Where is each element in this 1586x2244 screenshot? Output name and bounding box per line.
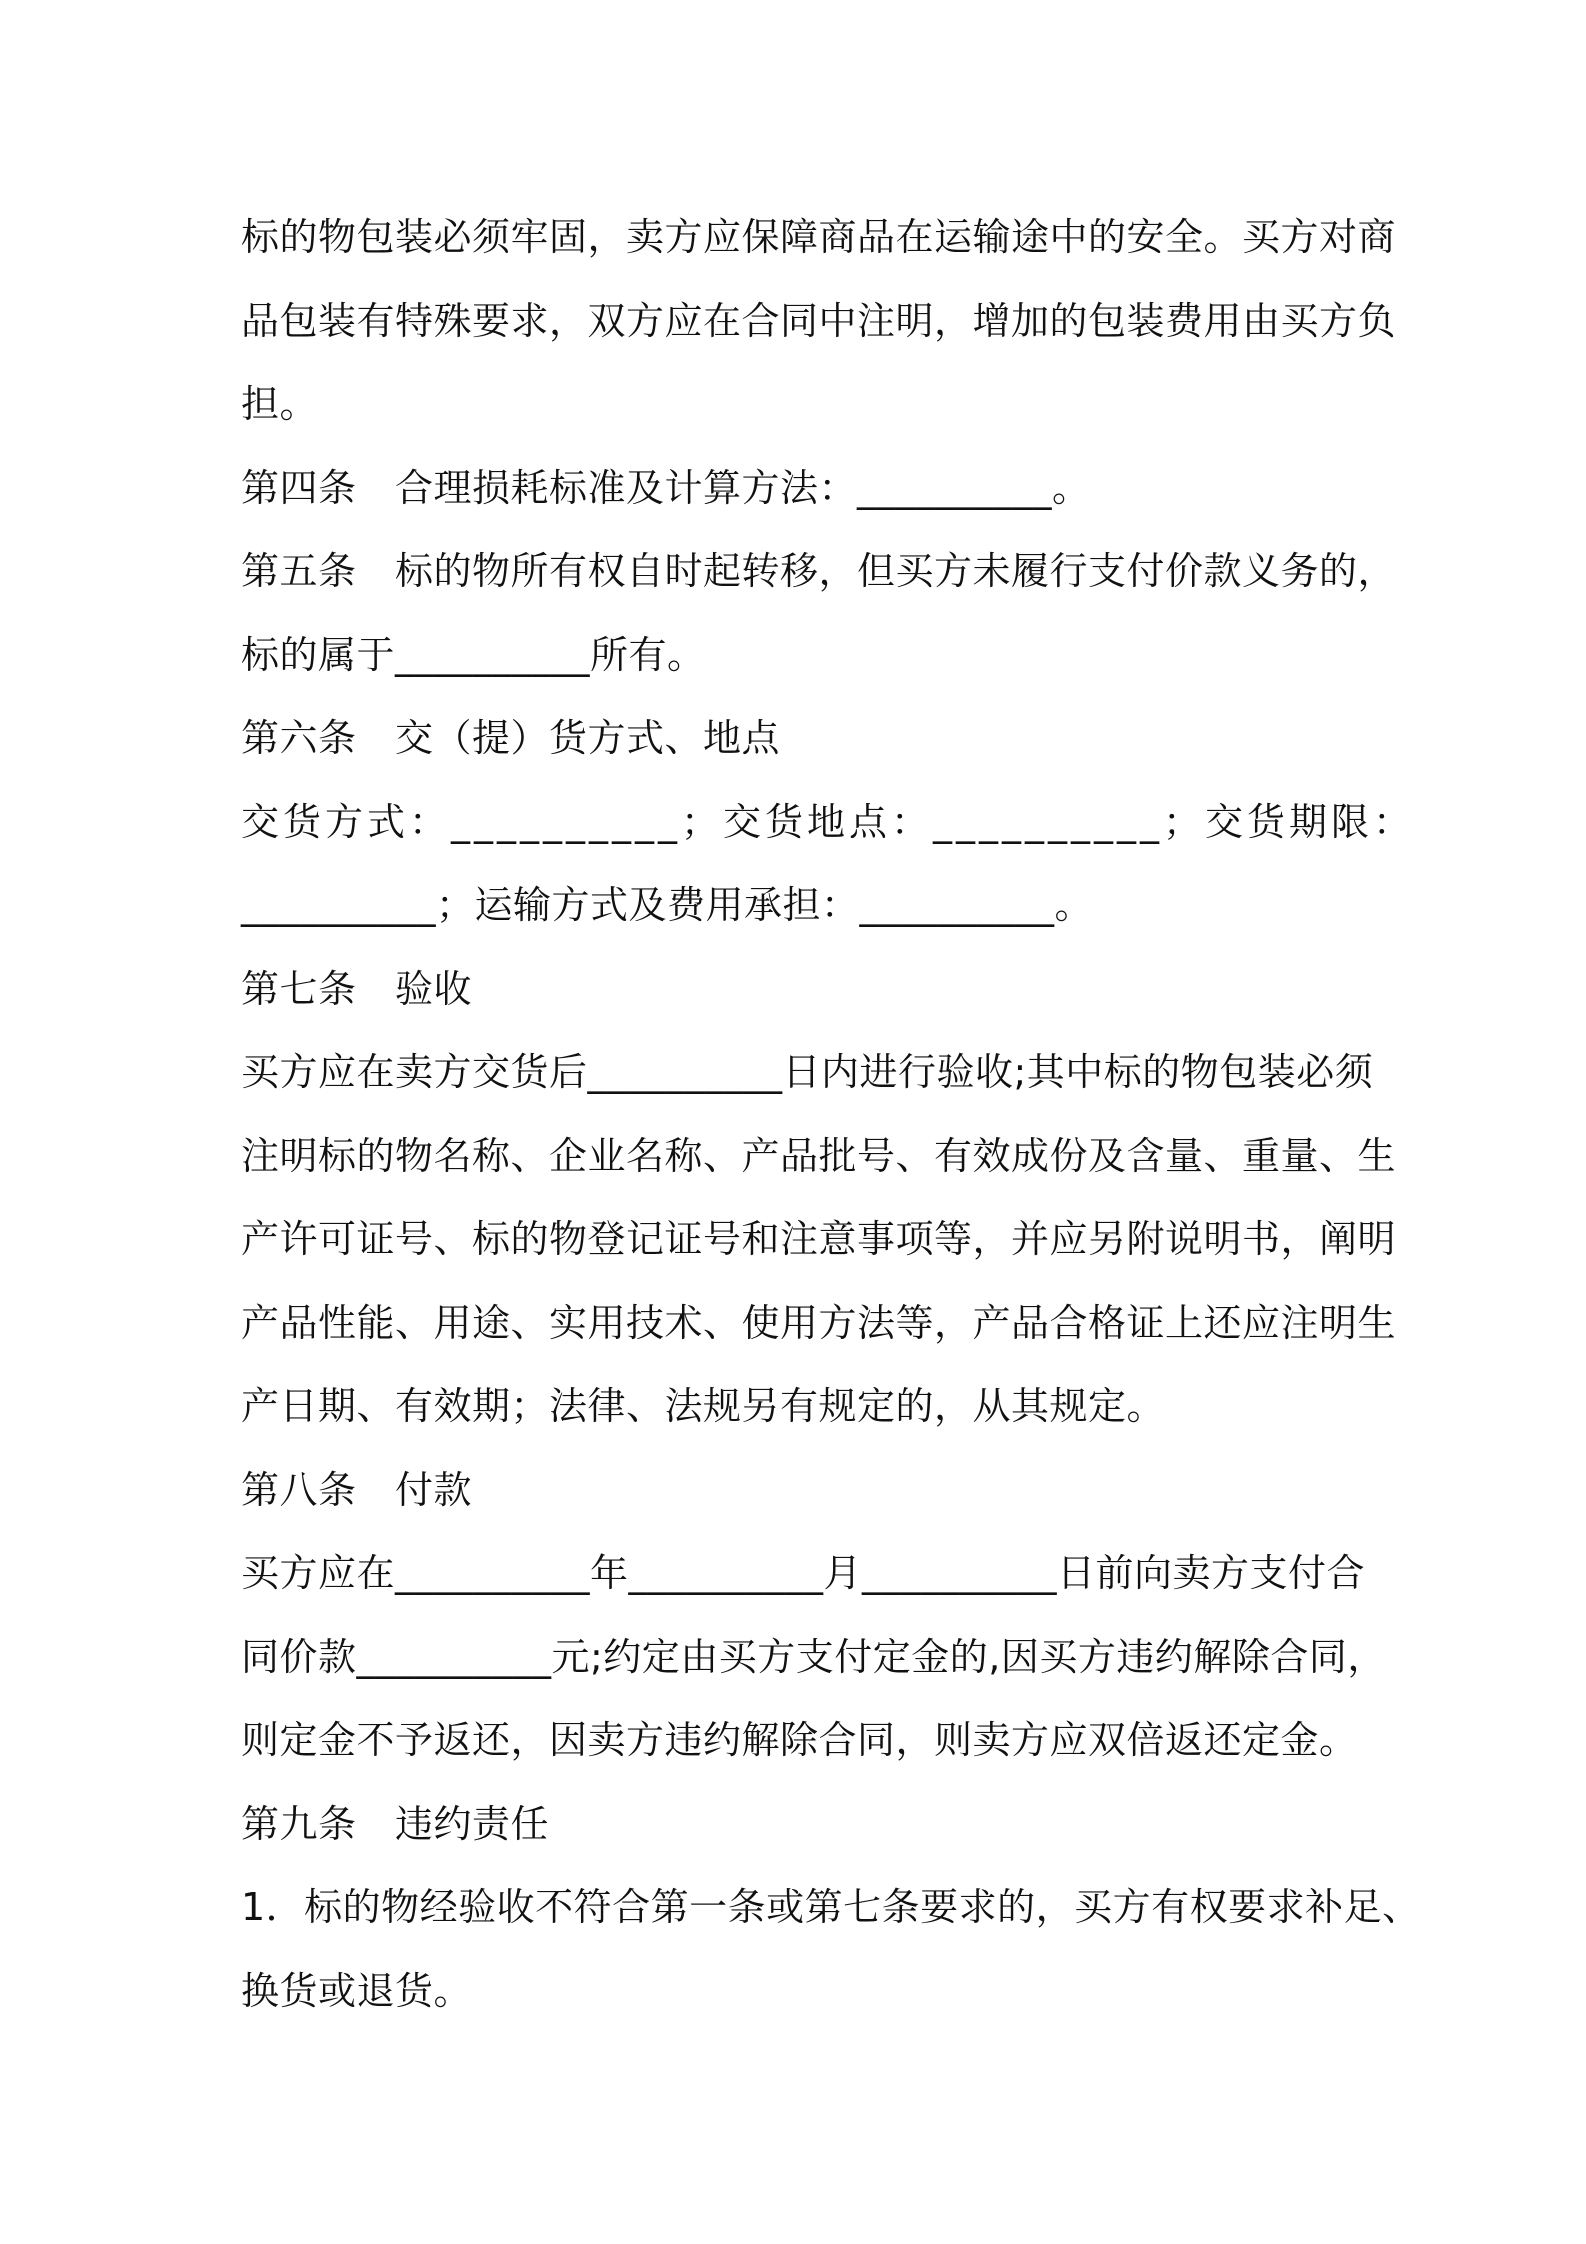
text-line: 品包装有特殊要求，双方应在合同中注明，增加的包装费用由买方负 [241,298,1397,343]
text-line: 交货方式：__________；交货地点：__________；交货期限： [241,799,1416,844]
text-line: 担。 [241,382,319,426]
text-line: 换货或退货。 [241,1968,473,2013]
text-line: 产品性能、用途、实用技术、使用方法等，产品合格证上还应注明生 [241,1300,1397,1345]
text-line: 标的物包装必须牢固，卖方应保障商品在运输途中的安全。买方对商 [241,215,1397,259]
text-line: 1．标的物经验收不符合第一条或第七条要求的，买方有权要求补足、 [241,1885,1421,1929]
text-line: 注明标的物名称、企业名称、产品批号、有效成份及含量、重量、生 [241,1133,1397,1178]
text-line: 买方应在__________年__________月__________日前向卖方支付合 [241,1551,1366,1595]
text-line: __________；运输方式及费用承担：__________。 [241,883,1094,927]
article-6-heading: 第六条 交（提）货方式、地点 [241,716,781,760]
text-line: 买方应在卖方交货后__________日内进行验收;其中标的物包装必须 [241,1050,1374,1094]
text-line: 则定金不予返还，因卖方违约解除合同，则卖方应双倍返还定金。 [241,1718,1358,1762]
text-line: 标的属于__________所有。 [241,632,706,677]
text-line: 产许可证号、标的物登记证号和注意事项等，并应另附说明书，阐明 [241,1217,1397,1261]
article-7-heading: 第七条 验收 [241,966,473,1011]
text-line: 产日期、有效期；法律、法规另有规定的，从其规定。 [241,1384,1166,1428]
text-line: 同价款__________元;约定由买方支付定金的,因买方违约解除合同， [241,1634,1386,1679]
article-5-heading: 第五条 标的物所有权自时起转移，但买方未履行支付价款义务的， [241,549,1397,593]
article-4-heading: 第四条 合理损耗标准及计算方法：__________。 [241,465,1091,510]
article-8-heading: 第八条 付款 [241,1467,473,1512]
contract-text [241,196,1421,2033]
article-9-heading: 第九条 违约责任 [241,1801,550,1846]
